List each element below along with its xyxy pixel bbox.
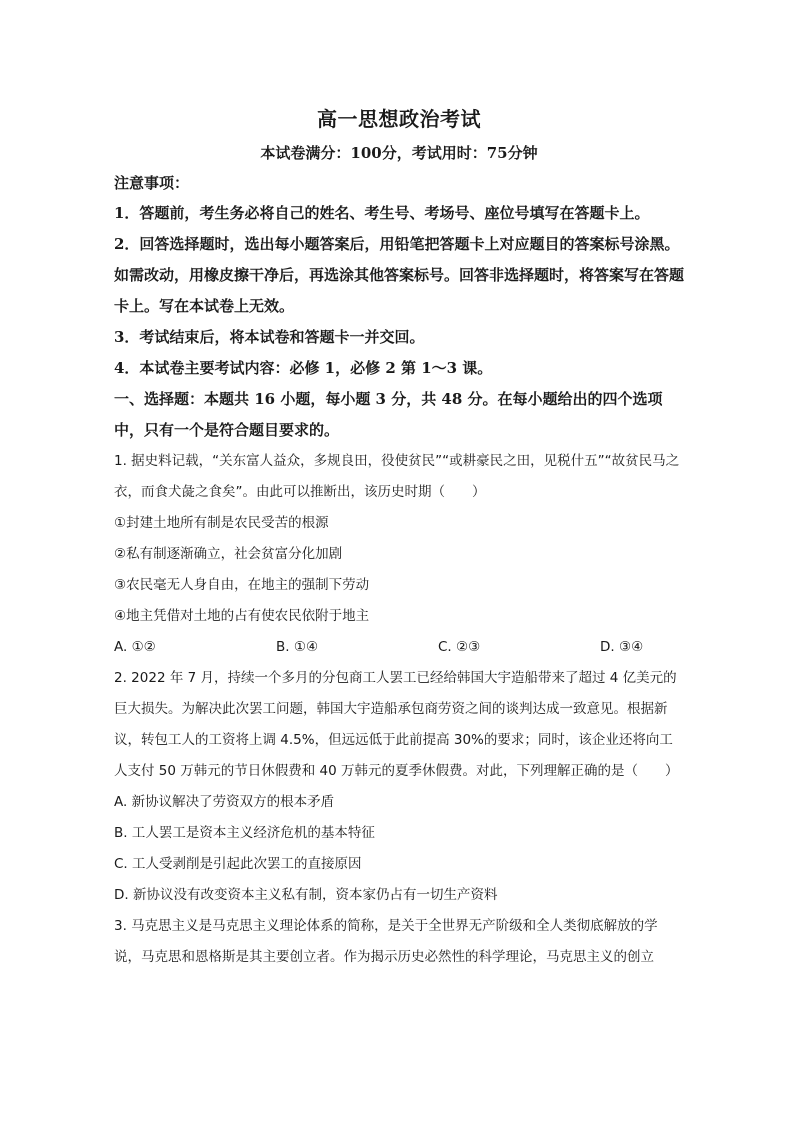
answer-options bbox=[114, 632, 684, 663]
option-c: C. ②③ bbox=[438, 639, 481, 655]
option-d: D. 新协议没有改变资本主义私有制，资本家仍占有一切生产资料 bbox=[114, 887, 498, 903]
note-item: 2．回答选择题时，选出每小题答案后，用铅笔把答题卡上对应题目的答案标号涂黑。如需改动，用橡皮擦干净后，再选涂其他答案标号。回答非选择题时，将答案写在答题卡上。写在本试卷上无效。 bbox=[114, 235, 685, 315]
exam-page bbox=[114, 104, 684, 973]
option-c: C. 工人受剥削是引起此次罢工的直接原因 bbox=[114, 856, 362, 872]
statement-item: ③农民毫无人身自由，在地主的强制下劳动 bbox=[114, 577, 370, 593]
option-b: B. ①④ bbox=[276, 639, 319, 655]
question-3 bbox=[114, 911, 684, 973]
statement-item: ①封建土地所有制是农民受苦的根源 bbox=[114, 515, 329, 531]
option-d: D. ③④ bbox=[600, 639, 644, 655]
question-stem: 2. 2022 年 7 月，持续一个多月的分包商工人罢工已经给韩国大宇造船带来了超过 4 亿美元的巨大损失。为解决此次罢工问题，韩国大宇造船承包商劳资之间的谈判达成一致意见。根据新议，转包工人的工资将上调 4.5%，但远远低于此前提高 30%的要求；同时，该企业还将向工人支付 50 万韩元的节日休假费和 40 万韩元的夏季休假费。对此，下列理解正确的是（ ） bbox=[114, 670, 679, 779]
notes-heading: 注意事项： bbox=[114, 174, 190, 192]
notes-list bbox=[114, 198, 684, 384]
question-stem: 3. 马克思主义是马克思主义理论体系的简称，是关于全世界无产阶级和全人类彻底解放的学说，马克思和恩格斯是其主要创立者。作为揭示历史必然性的科学理论，马克思主义的创立 bbox=[114, 918, 658, 965]
option-a: A. 新协议解决了劳资双方的根本矛盾 bbox=[114, 794, 335, 810]
note-item: 3．考试结束后，将本试卷和答题卡一并交回。 bbox=[114, 328, 425, 346]
exam-subtitle: 本试卷满分：100分，考试用时：75分钟 bbox=[260, 144, 538, 162]
question-2 bbox=[114, 663, 684, 911]
note-item: 1．答题前，考生务必将自己的姓名、考生号、考场号、座位号填写在答题卡上。 bbox=[114, 204, 650, 222]
statement-item: ④地主凭借对土地的占有使农民依附于地主 bbox=[114, 608, 370, 624]
question-1 bbox=[114, 446, 684, 663]
note-item: 4．本试卷主要考试内容：必修 1，必修 2 第 1～3 课。 bbox=[114, 359, 493, 377]
option-a: A. ①② bbox=[114, 639, 156, 655]
statement-item: ②私有制逐渐确立，社会贫富分化加剧 bbox=[114, 546, 343, 562]
option-b: B. 工人罢工是资本主义经济危机的基本特征 bbox=[114, 825, 375, 841]
question-stem: 1. 据史料记载，“关东富人益众，多规良田，役使贫民”“或耕豪民之田，见税什五”“故贫民马之衣，而食犬彘之食矣”。由此可以推断出，该历史时期（ ） bbox=[114, 453, 680, 500]
exam-title: 高一思想政治考试 bbox=[317, 107, 481, 131]
section-heading: 一、选择题：本题共 16 小题，每小题 3 分，共 48 分。在每小题给出的四个选项中，只有一个是符合题目要求的。 bbox=[114, 390, 663, 439]
